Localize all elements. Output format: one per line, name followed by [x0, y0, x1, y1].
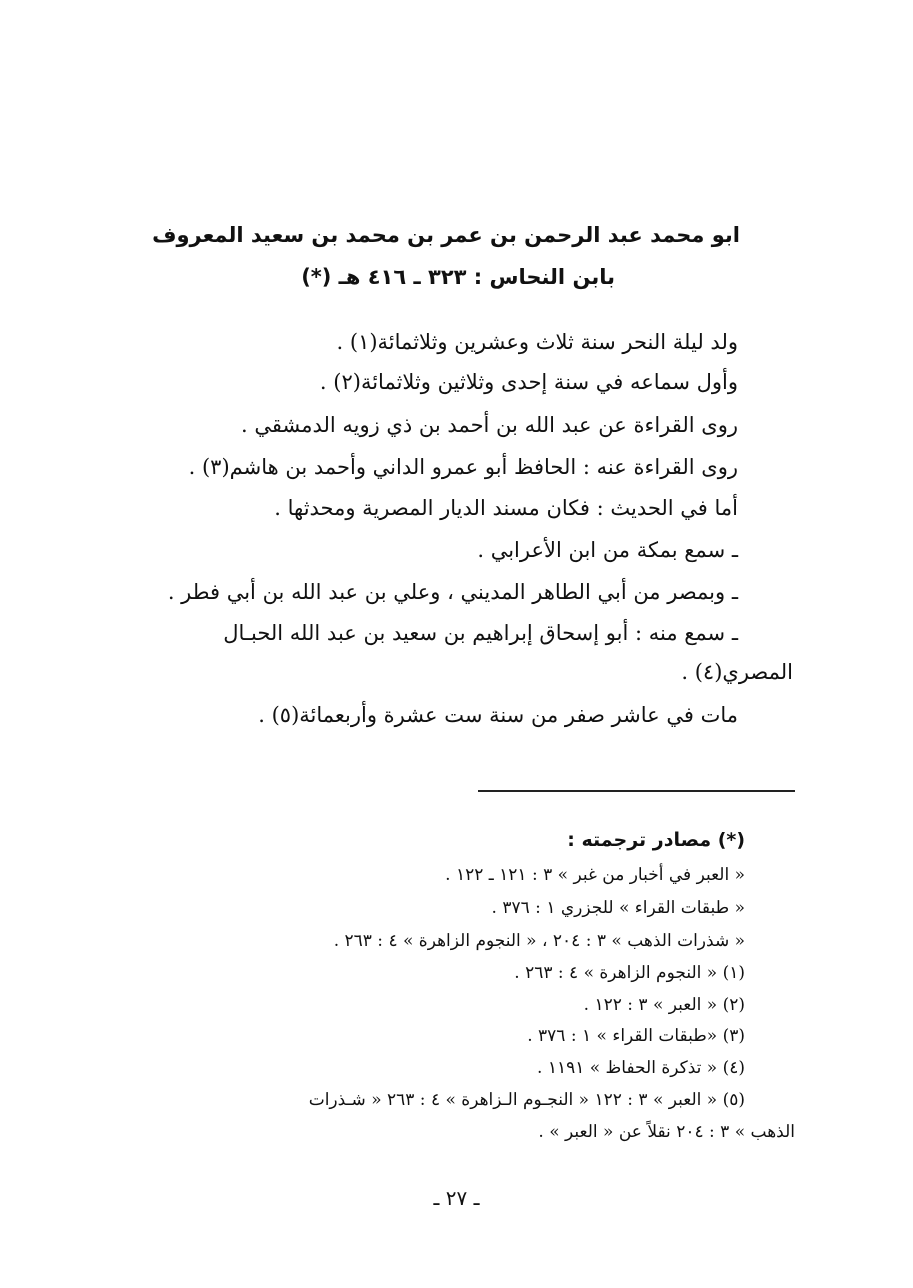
body-line-read-by: روى القراءة عنه : الحافظ أبو عمرو الداني وأحمد بن هاشم(٣) .: [188, 455, 738, 479]
biography-title-line-2: بابن النحاس : ٣٢٣ ـ ٤١٦ هـ (*): [301, 265, 615, 289]
footnote-4: (٤) « تذكرة الحفاظ » ١١٩١ .: [537, 1058, 745, 1078]
footnote-divider: [478, 790, 795, 792]
biography-title-line-1: ابو محمد عبد الرحمن بن عمر بن محمد بن سعيد المعروف: [152, 223, 740, 247]
footnote-5-cont: الذهب » ٣ : ٢٠٤ نقلاً عن « العبر » .: [538, 1122, 795, 1142]
footnote-5: (٥) « العبر » ٣ : ١٢٢ « النجـوم الـزاهرة » ٤ : ٢٦٣ « شـذرات: [308, 1090, 745, 1110]
body-line-birth: ولد ليلة النحر سنة ثلاث وعشرين وثلاثمائة(١) .: [336, 330, 738, 354]
source-item: « العبر في أخبار من غبر » ٣ : ١٢١ ـ ١٢٢ .: [445, 865, 745, 885]
footnote-3: (٣) «طبقات القراء » ١ : ٣٧٦ .: [527, 1026, 745, 1046]
footnote-1: (١) « النجوم الزاهرة » ٤ : ٢٦٣ .: [514, 963, 745, 983]
body-line-death: مات في عاشر صفر من سنة ست عشرة وأربعمائة(٥) .: [258, 703, 738, 727]
body-line-hadith: أما في الحديث : فكان مسند الديار المصرية ومحدثها .: [274, 496, 738, 520]
body-line-mecca: ـ سمع بمكة من ابن الأعرابي .: [477, 538, 738, 562]
body-line-egypt: ـ وبمصر من أبي الطاهر المديني ، وعلي بن عبد الله بن أبي فطر .: [167, 580, 738, 604]
footnote-2: (٢) « العبر » ٣ : ١٢٢ .: [583, 995, 745, 1015]
body-line-first-hearing: وأول سماعه في سنة إحدى وثلاثين وثلاثمائة(٢) .: [319, 370, 738, 394]
sources-heading: (*) مصادر ترجمته :: [567, 829, 745, 851]
page-number: ـ ٢٧ ـ: [433, 1186, 480, 1210]
body-line-heard-by: ـ سمع منه : أبو إسحاق إبراهيم بن سعيد بن عبد الله الحبـال: [223, 621, 738, 645]
source-item: « طبقات القراء » للجزري ١ : ٣٧٦ .: [491, 898, 745, 918]
body-line-read-from: روى القراءة عن عبد الله بن أحمد بن ذي زويه الدمشقي .: [240, 413, 738, 437]
body-line-heard-by-cont: المصري(٤) .: [681, 660, 793, 684]
source-item: « شذرات الذهب » ٣ : ٢٠٤ ، « النجوم الزاهرة » ٤ : ٢٦٣ .: [333, 931, 745, 951]
